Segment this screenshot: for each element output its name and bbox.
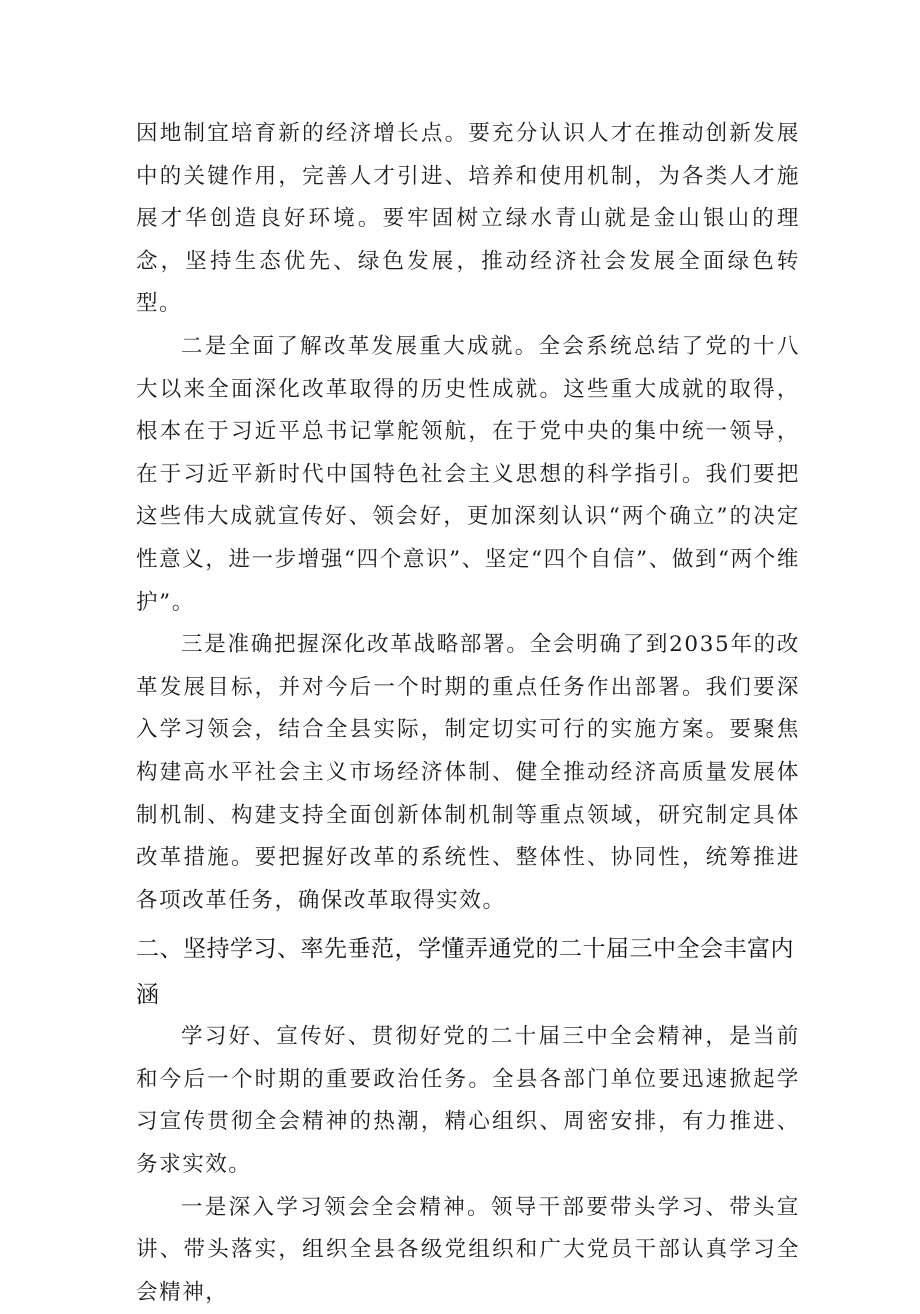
paragraph-study-intro: 学习好、宣传好、贯彻好党的二十届三中全会精神，是当前和今后一个时期的重要政治任务。全县各部门单位要迅速掀起学习宣传贯彻全会精神的热潮，精心组织、周密安排，有力推进、务求实效。 <box>136 1024 800 1178</box>
section-heading: 二、坚持学习、率先垂范，学懂弄通党的二十届三中全会丰富内涵 <box>136 936 794 1009</box>
paragraph-continuation: 因地制宜培育新的经济增长点。要充分认识人才在推动创新发展中的关键作用，完善人才引进、培养和使用机制，为各类人才施展才华创造良好环境。要牢固树立绿水青山就是金山银山的理念，坚持生态优先、绿色发展，推动经济社会发展全面绿色转型。 <box>136 121 800 317</box>
document-body <box>136 113 800 1314</box>
paragraph-study-first: 一是深入学习领会全会精神。领导干部要带头学习、带头宣讲、带头落实，组织全县各级党组织和广大党员干部认真学习全会精神， <box>136 1194 800 1305</box>
paragraph-strategy: 三是准确把握深化改革战略部署。全会明确了到2035年的改革发展目标，并对今后一个时期的重点任务作出部署。我们要深入学习领会，结合全县实际，制定切实可行的实施方案。要聚焦构建高水平社会主义市场经济体制、健全推动经济高质量发展体制机制、构建支持全面创新体制机制等重点领域，研究制定具体改革措施。要把握好改革的系统性、整体性、协同性，统筹推进各项改革任务，确保改革取得实效。 <box>136 632 800 913</box>
paragraph-achievements: 二是全面了解改革发展重大成就。全会系统总结了党的十八大以来全面深化改革取得的历史性成就。这些重大成就的取得，根本在于习近平总书记掌舵领航，在于党中央的集中统一领导，在于习近平新时代中国特色社会主义思想的科学指引。我们要把这些伟大成就宣传好、领会好，更加深刻认识“两个确立”的决定性意义，进一步增强“四个意识”、坚定“四个自信”、做到“两个维护”。 <box>136 333 800 615</box>
